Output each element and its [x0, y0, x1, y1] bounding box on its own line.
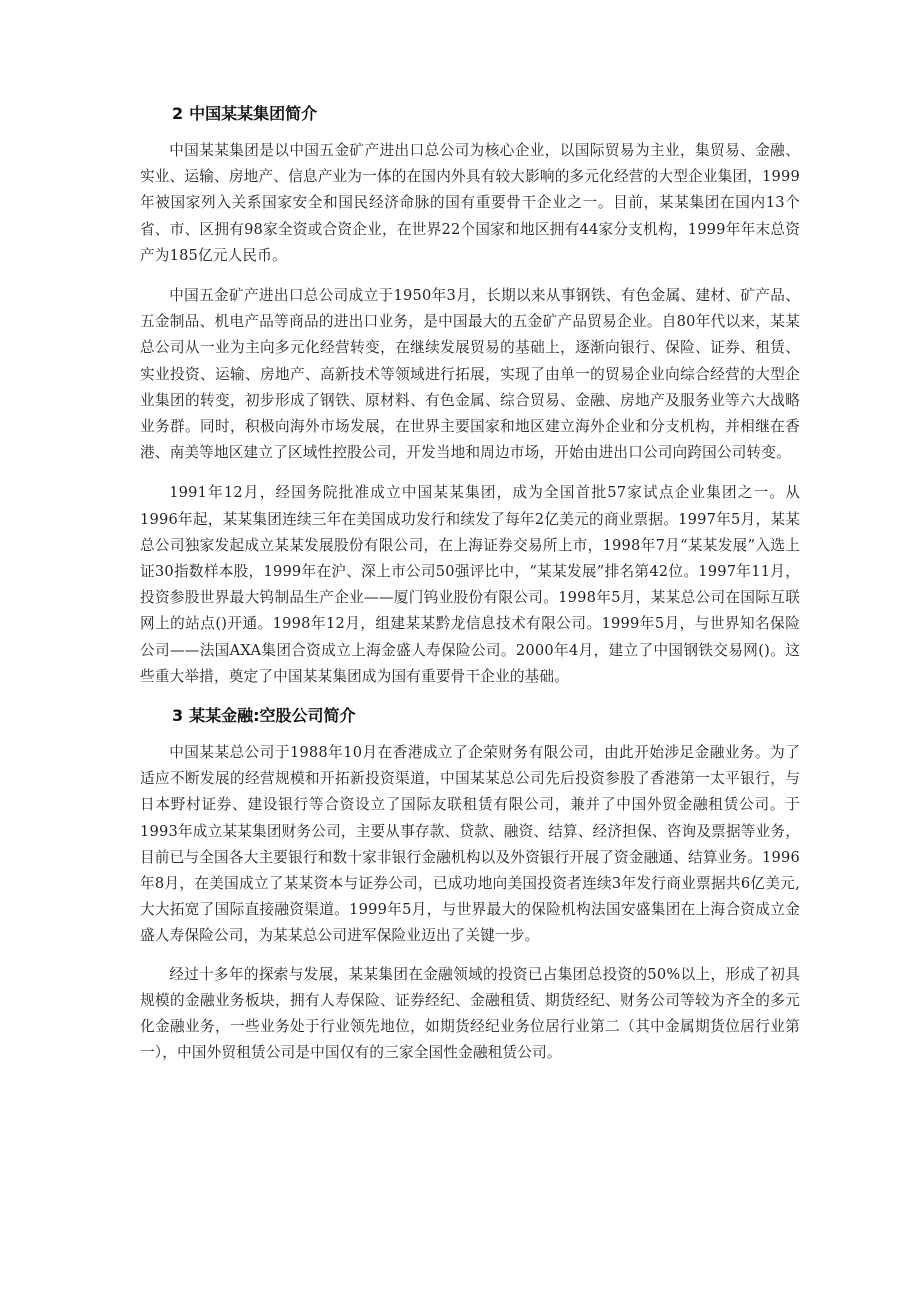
section-title: 某某金融:空股公司简介 [189, 706, 356, 726]
section-number: 2 [172, 104, 184, 123]
paragraph: 中国某某总公司于1988年10月在香港成立了企荣财务有限公司，由此开始涉足金融业务。为了适应不断发展的经营规模和开拓新投资渠道，中国某某总公司先后投资参股了香港第一太平银行，与日本野村证券、建设银行等合资设立了国际友联租赁有限公司，兼并了中国外贸金融租赁公司。于1993年成立某某集团财务公司，主要从事存款、贷款、融资、结算、经济担保、咨询及票据等业务，目前已与全国各大主要银行和数十家非银行金融机构以及外资银行开展了资金融通、结算业务。1996年8月，在美国成立了某某资本与证券公司，已成功地向美国投资者连续3年发行商业票据共6亿美元,大大拓宽了国际直接融资渠道。1999年5月，与世界最大的保险机构法国安盛集团在上海合资成立金盛人寿保险公司，为某某总公司进军保险业迈出了关键一步。 [140, 744, 800, 945]
section-heading-2 [172, 100, 800, 128]
paragraph: 经过十多年的探索与发展，某某集团在金融领域的投资已占集团总投资的50%以上，形成了初具规模的金融业务板块，拥有人寿保险、证券经纪、金融租赁、期货经纪、财务公司等较为齐全的多元化金融业务，一些业务处于行业领先地位，如期货经纪业务位居行业第二（其中金属期货位居行业第一），中国外贸租赁公司是中国仅有的三家全国性金融租赁公司。 [140, 965, 800, 1062]
section-title: 中国某某集团简介 [189, 104, 318, 123]
section-number: 3 [172, 706, 184, 726]
paragraph: 中国五金矿产进出口总公司成立于1950年3月，长期以来从事钢铁、有色金属、建材、矿产品、五金制品、机电产品等商品的进出口业务，是中国最大的五金矿产品贸易企业。自80年代以来，某某总公司从一业为主向多元化经营转变，在继续发展贸易的基础上，逐渐向银行、保险、证券、租赁、实业投资、运输、房地产、高新技术等领域进行拓展，实现了由单一的贸易企业向综合经营的大型企业集团的转变，初步形成了钢铁、原材料、有色金属、综合贸易、金融、房地产及服务业等六大战略业务群。同时，积极向海外市场发展，在世界主要国家和地区建立海外企业和分支机构，并相继在香港、南美等地区建立了区域性控股公司，开发当地和周边市场，开始由进出口公司向跨国公司转变。 [140, 287, 800, 462]
section-heading-3 [172, 702, 800, 730]
document-page [140, 100, 800, 1067]
paragraph: 1991年12月，经国务院批准成立中国某某集团，成为全国首批57家试点企业集团之一。从1996年起，某某集团连续三年在美国成功发行和续发了每年2亿美元的商业票据。1997年5月，某某总公司独家发起成立某某发展股份有限公司，在上海证券交易所上市，1998年7月“某某发展”入选上证30指数样本股，1999年在沪、深上市公司50强评比中，“某某发展”排名第42位。1997年11月，投资参股世界最大钨制品生产企业——厦门钨业股份有限公司。1998年5月，某某总公司在国际互联网上的站点()开通。1998年12月，组建某某黔龙信息技术有限公司。1999年5月，与世界知名保险公司——法国AXA集团合资成立上海金盛人寿保险公司。2000年4月，建立了中国钢铁交易网()。这些重大举措，奠定了中国某某集团成为国有重要骨干企业的基础。 [140, 484, 800, 685]
paragraph: 中国某某集团是以中国五金矿产进出口总公司为核心企业，以国际贸易为主业，集贸易、金融、实业、运输、房地产、信息产业为一体的在国内外具有较大影响的多元化经营的大型企业集团，1999年被国家列入关系国家安全和国民经济命脉的国有重要骨干企业之一。目前，某某集团在国内13个省、市、区拥有98家全资或合资企业，在世界22个国家和地区拥有44家分支机构，1999年年末总资产为185亿元人民币。 [140, 142, 800, 264]
